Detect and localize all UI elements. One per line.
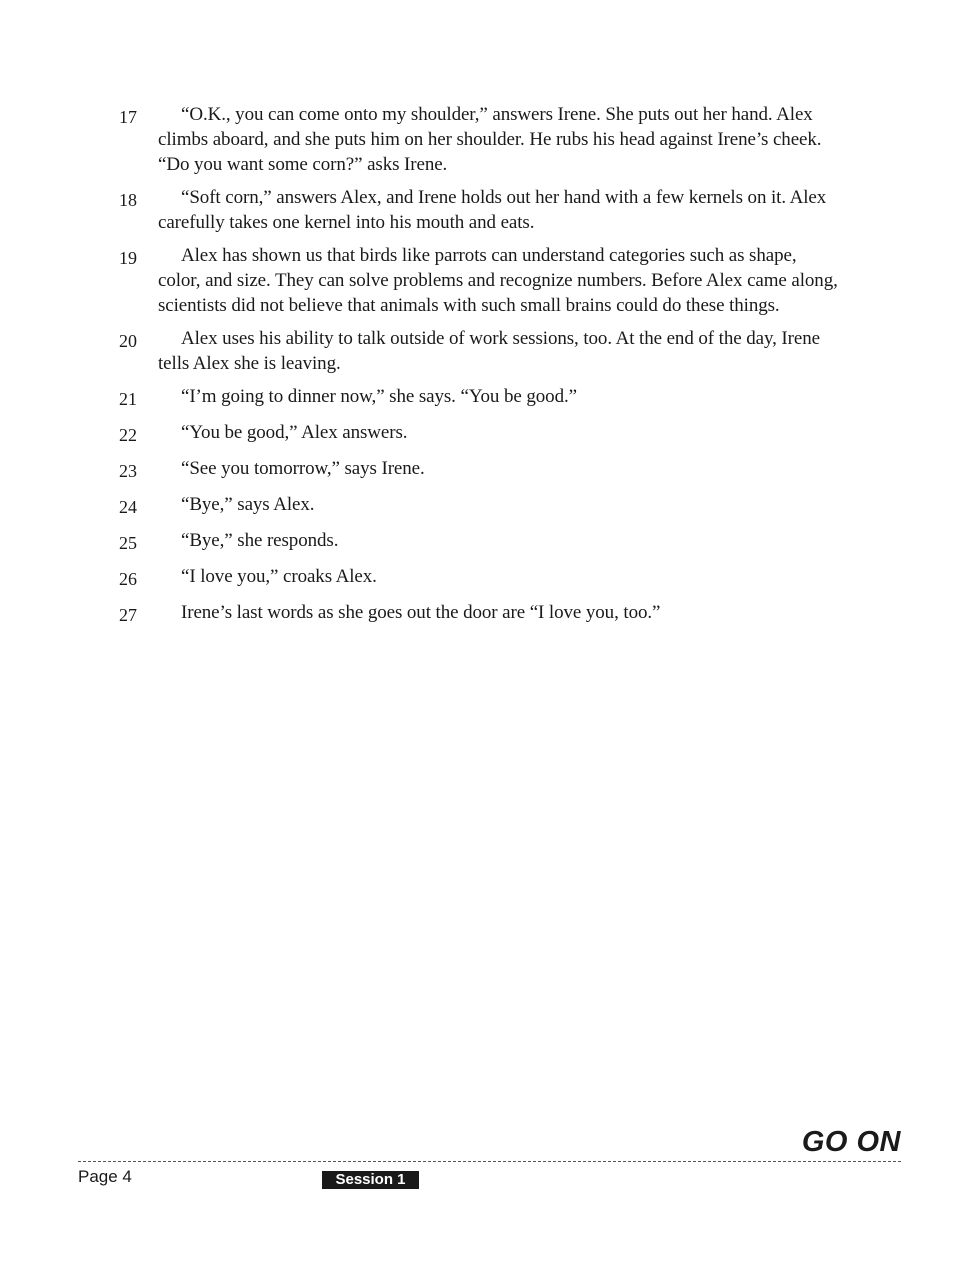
paragraph-number: 19	[119, 248, 137, 268]
passage	[119, 102, 839, 636]
paragraph-17	[119, 102, 839, 177]
paragraph-23	[119, 456, 839, 484]
paragraph-number: 27	[119, 605, 137, 625]
paragraph-22	[119, 420, 839, 448]
paragraph-number: 24	[119, 497, 137, 517]
paragraph-19	[119, 243, 839, 318]
paragraph-text: Irene’s last words as she goes out the door are “I love you, too.”	[181, 602, 661, 623]
paragraph-text: “See you tomorrow,” says Irene.	[181, 458, 425, 479]
paragraph-text: “Bye,” says Alex.	[181, 494, 315, 515]
paragraph-text: “I love you,” croaks Alex.	[181, 566, 377, 587]
paragraph-number: 21	[119, 389, 137, 409]
paragraph-24	[119, 492, 839, 520]
paragraph-number: 26	[119, 569, 137, 589]
paragraph-25	[119, 528, 839, 556]
page-number: Page 4	[78, 1167, 132, 1186]
paragraph-text: “I’m going to dinner now,” she says. “You be good.”	[181, 386, 577, 407]
paragraph-number: 18	[119, 190, 137, 210]
footer-divider	[78, 1161, 901, 1162]
paragraph-text: “Bye,” she responds.	[181, 530, 339, 551]
paragraph-21	[119, 384, 839, 412]
paragraph-20	[119, 326, 839, 376]
paragraph-number: 25	[119, 533, 137, 553]
go-on-label: GO ON	[801, 1126, 901, 1158]
paragraph-text: “Soft corn,” answers Alex, and Irene holds out her hand with a few kernels on it. Alex carefully takes one kernel into his mouth and eats.	[158, 187, 827, 233]
paragraph-text: Alex has shown us that birds like parrots can understand categories such as shape, color, and size. They can solve problems and recognize numbers. Before Alex came along, scientists did not believe that animals with such small brains could do these things.	[158, 245, 838, 316]
paragraph-text: “O.K., you can come onto my shoulder,” answers Irene. She puts out her hand. Alex climbs aboard, and she puts him on her shoulder. He rubs his head against Irene’s cheek. “Do you want some corn?” asks Irene.	[158, 104, 822, 175]
paragraph-number: 22	[119, 425, 137, 445]
session-badge: Session 1	[322, 1171, 419, 1189]
paragraph-26	[119, 564, 839, 592]
paragraph-27	[119, 600, 839, 628]
paragraph-number: 17	[119, 107, 137, 127]
paragraph-number: 23	[119, 461, 137, 481]
paragraph-18	[119, 185, 839, 235]
paragraph-text: “You be good,” Alex answers.	[181, 422, 408, 443]
paragraph-number: 20	[119, 331, 137, 351]
paragraph-text: Alex uses his ability to talk outside of work sessions, too. At the end of the day, Irene tells Alex she is leaving.	[158, 328, 820, 374]
